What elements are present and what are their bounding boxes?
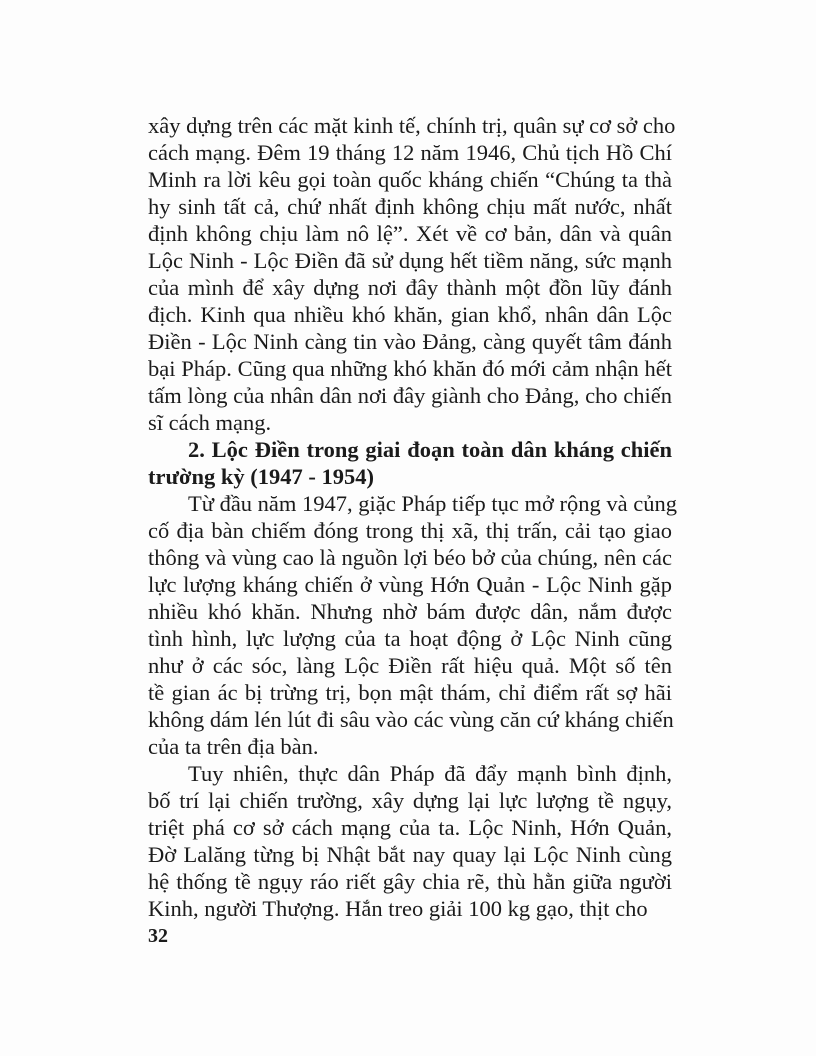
text-line: không dám lén lút đi sâu vào các vùng căn cứ kháng chiến	[148, 707, 674, 732]
text-line: Tuy nhiên, thực dân Pháp đã đẩy mạnh bình định,	[188, 761, 672, 786]
text-line: Minh ra lời kêu gọi toàn quốc kháng chiến “Chúng ta thà	[148, 167, 672, 192]
body-paragraph	[148, 490, 677, 760]
text-line: bố trí lại chiến trường, xây dựng lại lực lượng tề ngụy,	[148, 788, 672, 813]
text-line: bại Pháp. Cũng qua những khó khăn đó mới cảm nhận hết	[148, 356, 672, 381]
text-line: địch. Kinh qua nhiều khó khăn, gian khổ, nhân dân Lộc	[148, 302, 672, 327]
page-number: 32	[148, 925, 168, 947]
text-line: của ta trên địa bàn.	[148, 734, 319, 759]
text-line: Lộc Ninh - Lộc Điền đã sử dụng hết tiềm năng, sức mạnh	[148, 248, 672, 273]
text-line: tề gian ác bị trừng trị, bọn mật thám, chỉ điểm rất sợ hãi	[148, 680, 672, 705]
text-line: Đờ Lalăng từng bị Nhật bắt nay quay lại Lộc Ninh cùng	[148, 842, 672, 867]
body-paragraph	[148, 760, 672, 922]
text-line: 2. Lộc Điền trong giai đoạn toàn dân kháng chiến	[188, 437, 672, 462]
text-line: cách mạng. Đêm 19 tháng 12 năm 1946, Chủ tịch Hồ Chí	[148, 140, 672, 165]
text-line: thông và vùng cao là nguồn lợi béo bở của chúng, nên các	[148, 545, 672, 570]
text-line: của mình để xây dựng nơi đây thành một đồn lũy đánh	[148, 275, 672, 300]
text-line: trường kỳ (1947 - 1954)	[148, 464, 374, 489]
text-line: Từ đầu năm 1947, giặc Pháp tiếp tục mở rộng và củng	[188, 491, 677, 516]
text-line: xây dựng trên các mặt kinh tế, chính trị, quân sự cơ sở cho	[148, 113, 676, 138]
text-line: sĩ cách mạng.	[148, 410, 272, 435]
text-line: hệ thống tề ngụy ráo riết gây chia rẽ, thù hằn giữa người	[148, 869, 672, 894]
body-paragraph	[148, 112, 676, 436]
text-line: định không chịu làm nô lệ”. Xét về cơ bản, dân và quân	[148, 221, 672, 246]
text-line: triệt phá cơ sở cách mạng của ta. Lộc Ninh, Hớn Quản,	[148, 815, 672, 840]
text-line: hy sinh tất cả, chứ nhất định không chịu mất nước, nhất	[148, 194, 672, 219]
text-line: nhiều khó khăn. Nhưng nhờ bám được dân, nắm được	[148, 599, 672, 624]
text-line: Điền - Lộc Ninh càng tin vào Đảng, càng quyết tâm đánh	[148, 329, 672, 354]
text-line: Kinh, người Thượng. Hắn treo giải 100 kg gạo, thịt cho	[148, 896, 648, 921]
page-text	[148, 112, 677, 922]
text-line: tình hình, lực lượng của ta hoạt động ở Lộc Ninh cũng	[148, 626, 672, 651]
text-line: như ở các sóc, làng Lộc Điền rất hiệu quả. Một số tên	[148, 653, 672, 678]
text-line: lực lượng kháng chiến ở vùng Hớn Quản - Lộc Ninh gặp	[148, 572, 672, 597]
text-line: tấm lòng của nhân dân nơi đây giành cho Đảng, cho chiến	[148, 383, 672, 408]
text-line: cố địa bàn chiếm đóng trong thị xã, thị trấn, cải tạo giao	[148, 518, 672, 543]
section-heading	[148, 436, 672, 490]
